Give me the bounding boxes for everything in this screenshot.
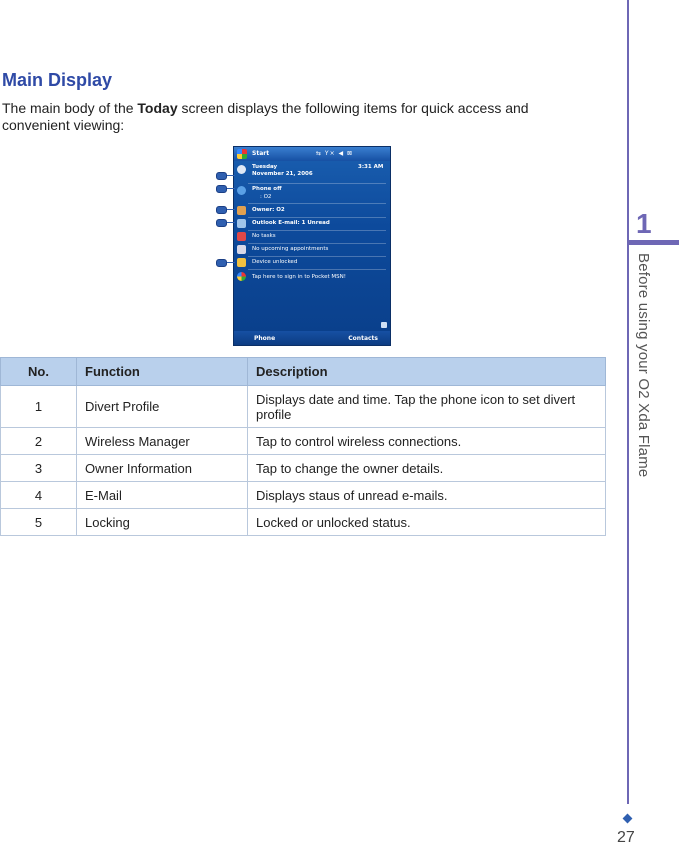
keyboard-icon <box>381 322 387 328</box>
phone-separator <box>248 243 386 244</box>
chapter-bar <box>628 240 679 245</box>
phone-top-bar <box>234 147 390 161</box>
callout-line <box>227 262 235 263</box>
phone-tasks-row <box>234 232 390 242</box>
phone-msn-row <box>234 272 390 284</box>
phone-tasks: No tasks <box>252 233 276 239</box>
intro-paragraph <box>2 100 592 134</box>
callout-line <box>227 175 235 176</box>
phone-operator: : O2 <box>260 194 272 200</box>
cell-no: 1 <box>1 386 77 428</box>
callout-marker <box>216 219 227 227</box>
intro-text-bold: Today <box>137 100 178 116</box>
phone-bottom-bar <box>234 331 390 345</box>
phone-icon <box>237 186 246 195</box>
header-no: No. <box>1 358 77 386</box>
intro-text-before: The main body of the <box>2 100 138 116</box>
phone-lock-row <box>234 258 390 268</box>
page-number: 27 <box>617 829 635 846</box>
chapter-number: 1 <box>636 208 652 239</box>
phone-separator <box>248 203 386 204</box>
header-description: Description <box>248 358 606 386</box>
phone-owner: Owner: O2 <box>252 207 285 213</box>
phone-lock-status: Device unlocked <box>252 259 298 265</box>
callout-marker <box>216 259 227 267</box>
cell-function: E-Mail <box>77 482 248 509</box>
cell-function: Divert Profile <box>77 386 248 428</box>
windows-logo-icon <box>237 149 247 159</box>
phone-separator <box>248 256 386 257</box>
function-table <box>0 357 606 536</box>
today-screen-screenshot <box>233 146 391 346</box>
callout-marker <box>216 206 227 214</box>
phone-time: 3:31 AM <box>358 164 384 170</box>
table-header-row <box>1 358 606 386</box>
intro-text-after: screen displays the following items for quick access and convenient viewing: <box>2 100 529 133</box>
phone-email-row <box>234 219 390 229</box>
phone-start-label: Start <box>252 150 270 157</box>
cell-function: Wireless Manager <box>77 428 248 455</box>
cell-description: Tap to change the owner details. <box>248 455 606 482</box>
phone-appointments: No upcoming appointments <box>252 246 329 252</box>
calendar-icon <box>237 245 246 254</box>
cell-function: Owner Information <box>77 455 248 482</box>
owner-icon <box>237 206 246 215</box>
phone-separator <box>248 183 386 184</box>
phone-status-row <box>234 185 390 203</box>
table-row <box>1 455 606 482</box>
table-row <box>1 428 606 455</box>
table-row <box>1 482 606 509</box>
cell-description: Displays staus of unread e-mails. <box>248 482 606 509</box>
callout-line <box>227 209 235 210</box>
cell-no: 4 <box>1 482 77 509</box>
cell-no: 3 <box>1 455 77 482</box>
cell-function: Locking <box>77 509 248 536</box>
phone-owner-row <box>234 206 390 216</box>
table-row <box>1 509 606 536</box>
cell-description: Locked or unlocked status. <box>248 509 606 536</box>
phone-separator <box>248 217 386 218</box>
table-row <box>1 386 606 428</box>
callout-marker <box>216 172 227 180</box>
sidebar-rule <box>627 0 629 804</box>
email-icon <box>237 219 246 228</box>
phone-separator <box>248 230 386 231</box>
cell-description: Tap to control wireless connections. <box>248 428 606 455</box>
cell-no: 5 <box>1 509 77 536</box>
phone-date-row <box>234 163 390 183</box>
tasks-icon <box>237 232 246 241</box>
chapter-title: Before using your O2 Xda Flame <box>635 253 652 478</box>
phone-status-icons: ⇆ Y× ◀ ⊠ <box>316 150 354 157</box>
phone-status: Phone off <box>252 186 282 192</box>
callout-line <box>227 188 235 189</box>
cell-description: Displays date and time. Tap the phone icon to set divert profile <box>248 386 606 428</box>
phone-separator <box>248 269 386 270</box>
cell-no: 2 <box>1 428 77 455</box>
phone-msn: Tap here to sign in to Pocket MSN! <box>252 274 346 280</box>
clock-icon <box>237 165 246 174</box>
main-display-heading: Main Display <box>2 70 113 90</box>
lock-icon <box>237 258 246 267</box>
phone-softkey-right: Contacts <box>348 335 378 342</box>
phone-softkey-left: Phone <box>254 335 276 342</box>
callout-marker <box>216 185 227 193</box>
header-function: Function <box>77 358 248 386</box>
phone-date: November 21, 2006 <box>252 171 313 177</box>
diamond-icon <box>623 814 633 824</box>
phone-email: Outlook E-mail: 1 Unread <box>252 220 330 226</box>
phone-appointments-row <box>234 245 390 255</box>
callout-line <box>227 222 235 223</box>
phone-day: Tuesday <box>252 164 278 170</box>
msn-butterfly-icon <box>237 272 246 281</box>
